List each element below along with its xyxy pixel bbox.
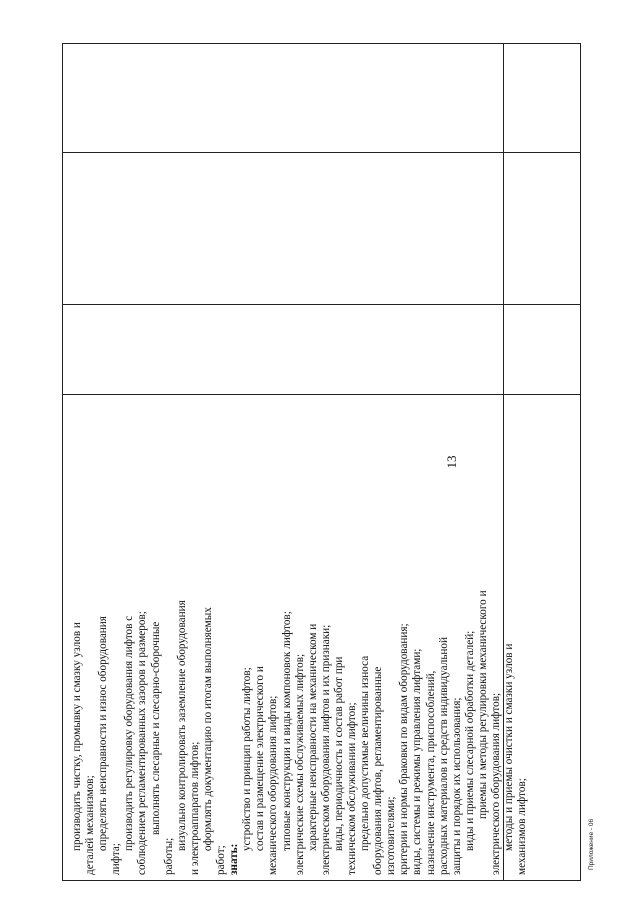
table-cell-competencies xyxy=(63,43,529,881)
text-line: механизмов лифтов; xyxy=(516,778,529,875)
text-line: работ; xyxy=(215,845,228,875)
text-line: соблюдением регламентированных зазоров и размеров; xyxy=(136,611,149,875)
text-line: определять неисправности и износ оборудования xyxy=(97,616,110,851)
text-line: приемы и методы регулировки механического и xyxy=(476,590,489,819)
text-line: изготовителями; xyxy=(385,796,398,875)
text-line: оформлять документацию по итогам выполняемых xyxy=(201,607,214,851)
text-line: производить регулировку оборудования лифтов с xyxy=(123,615,136,851)
text-line: выполнять слесарные и слесарно-сборочные xyxy=(149,621,162,835)
text-line: работы; xyxy=(162,837,175,875)
footer-note: Приложение - 06 xyxy=(588,818,595,870)
text-line: методы и приемы очистки и смазки узлов и xyxy=(503,643,516,851)
text-line: механического оборудования лифтов; xyxy=(267,695,280,875)
text-line: оборудования лифтов, регламентированные xyxy=(372,666,385,875)
text-line: знать: xyxy=(228,843,241,875)
text-line: предельно допустимые величины износа xyxy=(359,655,372,851)
text-line: типовые конструкции и виды компоновок лифтов; xyxy=(280,611,293,851)
page-number: 13 xyxy=(444,455,459,469)
text-line: виды, периодичность и состав работ при xyxy=(332,656,345,851)
text-line: электрические схемы обслуживаемых лифтов; xyxy=(293,653,306,875)
text-line: лифта; xyxy=(110,843,123,875)
text-line: визуально контролировать заземление оборудования xyxy=(175,600,188,851)
text-line: виды и приемы слесарной обработки деталей; xyxy=(463,630,476,851)
text-line: защиты и порядок их использования; xyxy=(450,697,463,875)
text-line: электрического оборудования лифтов; xyxy=(490,692,502,875)
text-line: расходных материалов и средств индивидуальной xyxy=(437,636,450,875)
text-line: назначение инструмента, приспособлений, xyxy=(424,670,437,875)
text-line: и электроаппаратов лифтов; xyxy=(188,741,201,875)
text-line: деталей механизмов; xyxy=(84,775,97,875)
text-line: производить чистку, промывку и смазку узлов и xyxy=(71,622,83,851)
text-line: устройство и принцип работы лифтов; xyxy=(241,667,254,851)
text-line: электрическом оборудовании лифтов и их признаки; xyxy=(319,624,332,875)
text-line: характерные неисправности на механическом и xyxy=(306,623,319,851)
text-line: техническом обслуживании лифтов; xyxy=(345,702,358,875)
text-line: виды, системы и режимы управления лифтами; xyxy=(411,648,424,875)
text-line: состав и размещение электрического и xyxy=(254,666,267,851)
text-line: критерии и нормы браковки по видам оборудования; xyxy=(398,623,411,875)
